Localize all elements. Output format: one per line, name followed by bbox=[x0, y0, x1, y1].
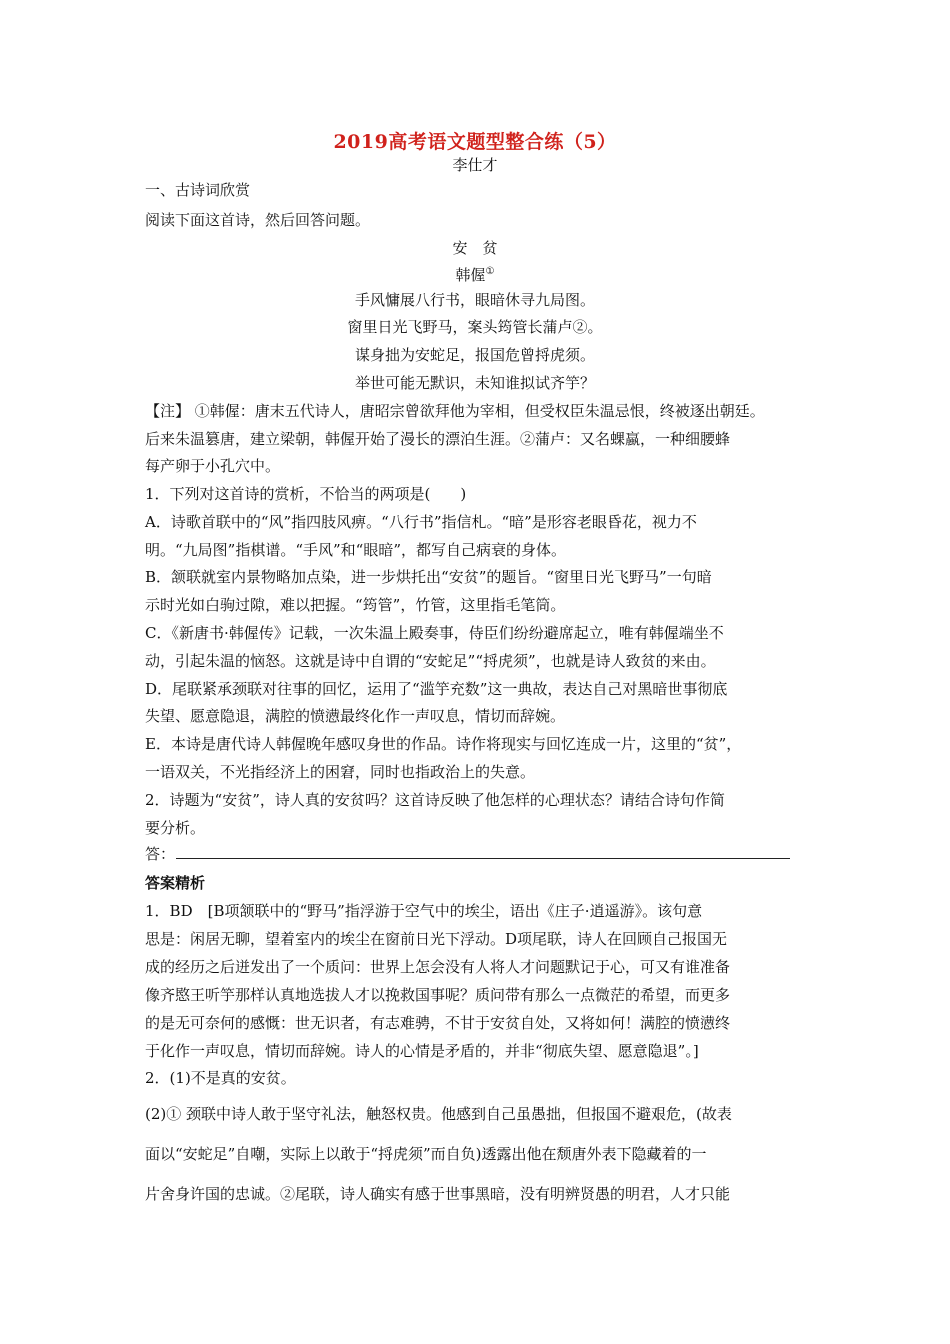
footnote-mark: ① bbox=[485, 266, 495, 277]
note-line: 后来朱温篡唐，建立梁朝，韩偓开始了漫长的漂泊生涯。②蒲卢：又名蜾蠃，一种细腰蜂 bbox=[145, 430, 731, 448]
option-b-line: B．颔联就室内景物略加点染，进一步烘托出“安贫”的题旨。“窗里日光飞野马”一句暗 bbox=[145, 568, 712, 586]
answer-2-line: 片舍身许国的忠诚。②尾联，诗人确实有感于世事黑暗，没有明辨贤愚的明君，人才只能 bbox=[145, 1185, 731, 1203]
author-name: 李仕才 bbox=[452, 156, 498, 174]
poem-author bbox=[0, 262, 950, 285]
option-c-line: C．《新唐书·韩偓传》记载，一次朱温上殿奏事，侍臣们纷纷避席起立，唯有韩偓端坐不 bbox=[145, 624, 724, 642]
question-2-stem: 2．诗题为“安贫”，诗人真的安贫吗？这首诗反映了他怎样的心理状态？请结合诗句作简 bbox=[145, 791, 725, 809]
poem-line: 谋身拙为安蛇足，报国危曾捋虎须。 bbox=[354, 346, 595, 364]
answer-1-line: 1．BD [B项颔联中的“野马”指浮游于空气中的埃尘，语出《庄子·逍遥游》。该句意 bbox=[145, 902, 703, 920]
answer-line[interactable] bbox=[176, 858, 790, 859]
poem-author-name: 韩偓 bbox=[455, 266, 486, 284]
option-e-line: E．本诗是唐代诗人韩偓晚年感叹身世的作品。诗作将现实与回忆连成一片，这里的“贫”， bbox=[145, 735, 742, 753]
document-title: 2019高考语文题型整合练（5） bbox=[333, 131, 617, 153]
answer-1-line: 的是无可奈何的感慨：世无识者，有志难骋，不甘于安贫自处，又将如何！满腔的愤懑终 bbox=[145, 1014, 731, 1032]
answer-label: 答： bbox=[145, 845, 176, 863]
answer-1-line: 像齐愍王听竽那样认真地选拔人才以挽救国事呢？质问带有那么一点微茫的希望，而更多 bbox=[145, 986, 731, 1004]
poem-line: 手风慵展八行书，眼暗休寻九局图。 bbox=[354, 291, 595, 309]
option-c-line: 动，引起朱温的恼怒。这就是诗中自谓的“安蛇足”“捋虎须”，也就是诗人致贫的来由。 bbox=[145, 652, 716, 670]
answer-2-line: 2．(1)不是真的安贫。 bbox=[145, 1069, 296, 1087]
answer-2-line: (2)① 颈联中诗人敢于坚守礼法，触怒权贵。他感到自己虽愚拙，但报国不避艰危，(故表 bbox=[145, 1105, 732, 1123]
poem-title: 安 贫 bbox=[452, 239, 498, 257]
answer-1-line: 于化作一声叹息，情切而辞婉。诗人的心情是矛盾的，并非“彻底失望、愿意隐退”。] bbox=[145, 1042, 699, 1060]
option-d-line: 失望、愿意隐退，满腔的愤懑最终化作一声叹息，情切而辞婉。 bbox=[145, 707, 566, 725]
instruction-text: 阅读下面这首诗，然后回答问题。 bbox=[145, 211, 371, 229]
poem-line: 窗里日光飞野马，案头筠管长蒲卢②。 bbox=[347, 318, 603, 336]
question-2-stem: 要分析。 bbox=[145, 819, 206, 837]
note-line: 【注】 ①韩偓：唐末五代诗人，唐昭宗曾欲拜他为宰相，但受权臣朱温忌恨，终被逐出朝廷。 bbox=[145, 402, 765, 420]
answers-heading: 答案精析 bbox=[145, 874, 206, 892]
option-a-line: A．诗歌首联中的“风”指四肢风痹。“八行书”指信札。“暗”是形容老眼昏花，视力不 bbox=[145, 513, 697, 531]
option-b-line: 示时光如白驹过隙，难以把握。“筠管”，竹管，这里指毛笔筒。 bbox=[145, 596, 566, 614]
option-e-line: 一语双关，不光指经济上的困窘，同时也指政治上的失意。 bbox=[145, 763, 536, 781]
section-heading: 一、古诗词欣赏 bbox=[145, 181, 251, 199]
option-d-line: D．尾联紧承颈联对往事的回忆，运用了“滥竽充数”这一典故，表达自己对黑暗世事彻底 bbox=[145, 680, 728, 698]
question-1-stem: 1．下列对这首诗的赏析，不恰当的两项是( ) bbox=[145, 485, 467, 503]
option-a-line: 明。“九局图”指棋谱。“手风”和“眼暗”，都写自己病衰的身体。 bbox=[145, 541, 567, 559]
answer-1-line: 思是：闲居无聊，望着室内的埃尘在窗前日光下浮动。D项尾联，诗人在回顾自己报国无 bbox=[145, 930, 728, 948]
answer-1-line: 成的经历之后迸发出了一个质问：世界上怎会没有人将人才问题默记于心，可又有谁准备 bbox=[145, 958, 731, 976]
note-line: 每产卵于小孔穴中。 bbox=[145, 457, 281, 475]
answer-2-line: 面以“安蛇足”自嘲，实际上以敢于“捋虎须”而自负)透露出他在颓唐外表下隐藏着的一 bbox=[145, 1145, 707, 1163]
poem-line: 举世可能无默识，未知谁拟试齐竽？ bbox=[354, 374, 595, 392]
